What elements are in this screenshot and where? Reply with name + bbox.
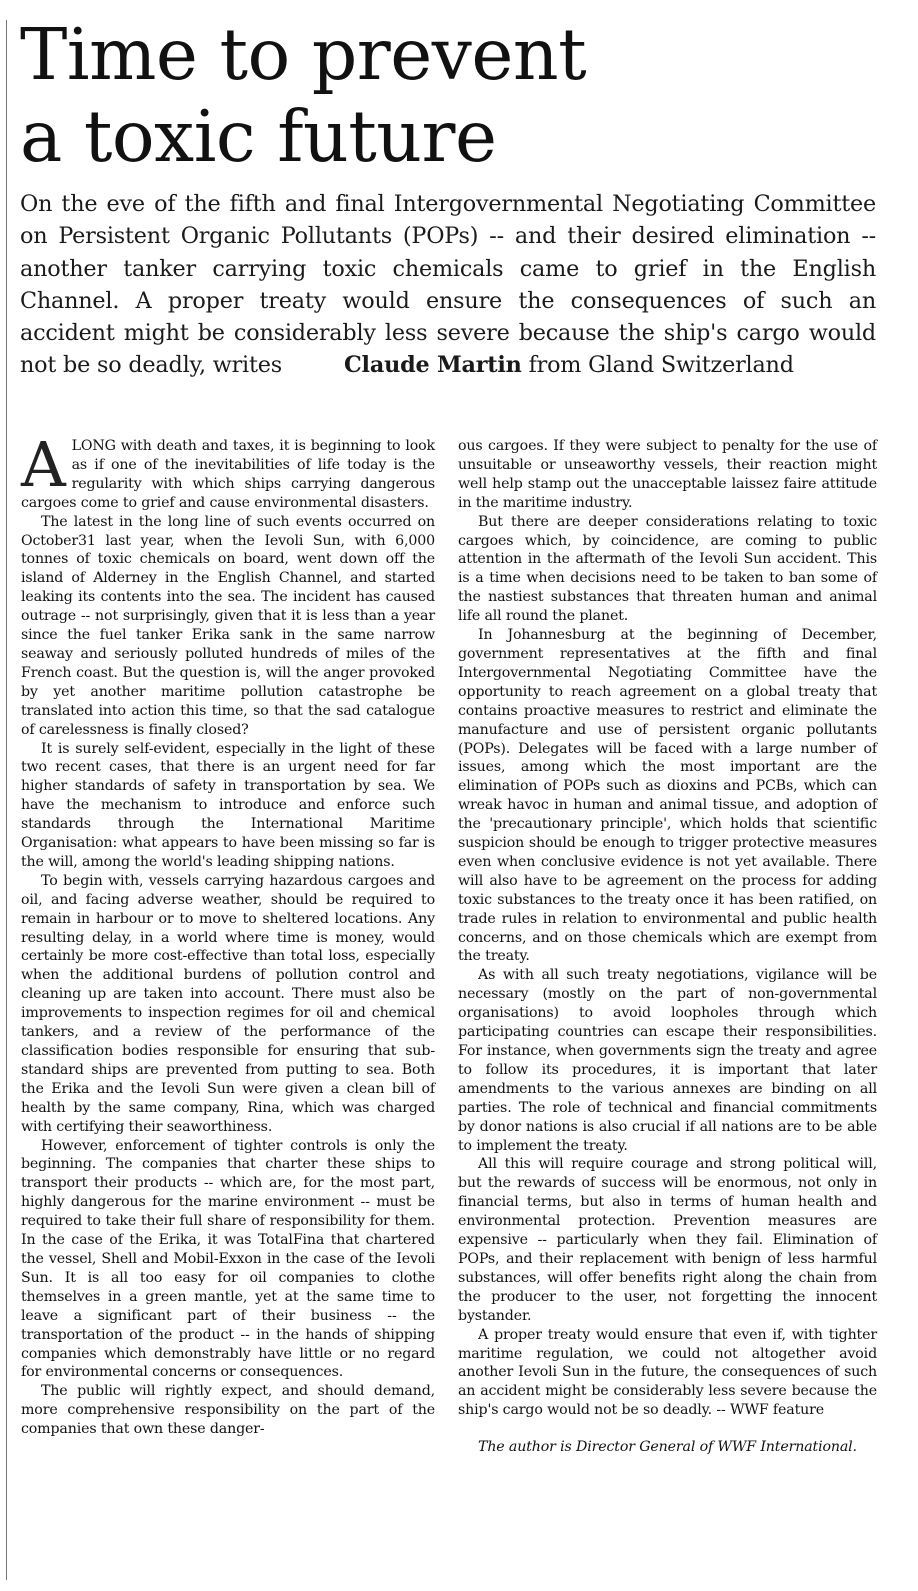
drop-cap: A — [21, 428, 66, 501]
article-paragraph: To begin with, vessels carrying hazardous cargoes and oil, and facing adverse weather, should be required to remain in harbour or to move to sheltered locations. Any resulting delay, in a world where time is money, would certainly be more cost-effective than total loss, especially when the additional burdens of pollution control and cleaning up are taken into account. There must also be improvements to inspection regimes for oil and chemical tankers, and a review of the performance of the classification bodies responsible for ensuring that sub-standard ships are prevented from putting to sea. Both the Erika and the Ievoli Sun were given a clean bill of health by the same company, Rina, which was charged with certifying their seaworthiness. — [21, 872, 435, 1135]
article-paragraph: The latest in the long line of such events occurred on October31 last year, when the Ievoli Sun, with 6,000 tonnes of toxic chemicals on board, went down off the island of Alderney in the English Channel, and started leaking its contents into the sea. The incident has caused outrage -- not surprisingly, given that it is less than a year since the fuel tanker Erika sank in the same narrow seaway and seriously polluted hundreds of miles of the French coast. But the question is, will the anger provoked by yet another maritime pollution catastrophe be translated into action this time, so that the sad catalogue of carelessness is finally closed? — [21, 513, 435, 738]
headline-line-2: a toxic future — [20, 95, 497, 178]
article-paragraph: But there are deeper considerations relating to toxic cargoes which, by coincidence, are coming to public attention in the aftermath of the Ievoli Sun accident. This is a time when decisions need to be taken to ban some of the nastiest substances that threaten human and animal life all round the planet. — [458, 513, 877, 625]
headline — [20, 14, 900, 178]
author-note: The author is Director General of WWF International. — [478, 1439, 857, 1456]
column-rule — [6, 20, 7, 1580]
article-paragraph: The public will rightly expect, and should demand, more comprehensive responsibility on the part of the companies that own these danger- — [21, 1383, 435, 1438]
standfirst — [20, 188, 876, 382]
article-paragraph: It is surely self-evident, especially in the light of these two recent cases, that there is an urgent need for far higher standards of safety in transportation by sea. We have the mechanism to introduce and enforce such standards through the International Maritime Organisation: what appears to have been missing so far is the will, among the world's leading shipping nations. — [21, 740, 435, 870]
article-column-left — [21, 428, 435, 1439]
article-paragraph: All this will require courage and strong political will, but the rewards of success will be enormous, not only in financial terms, but also in terms of human health and environmental protection. Prevention measures are expensive -- particularly when they fail. Elimination of POPs, and their replacement with benign of less harmful substances, will offer benefits right along the chain from the producer to the user, not forgetting the innocent bystander. — [458, 1156, 877, 1324]
article-paragraph: A proper treaty would ensure that even if, with tighter maritime regulation, we could not altogether avoid another Ievoli Sun in the future, the consequences of such an accident might be considerably less severe because the ship's cargo would not be so deadly. -- WWF feature — [458, 1326, 877, 1419]
article-paragraph: However, enforcement of tighter controls is only the beginning. The companies that charter these ships to transport their products -- which are, for the most part, highly dangerous for the marine environment -- must be required to take their full share of responsibility for them. In the case of the Erika, it was TotalFina that chartered the vessel, Shell and Mobil-Exxon in the case of the Ievoli Sun. It is all too easy for oil companies to clothe themselves in a green mantle, yet at the same time to leave a significant part of their business -- the transportation of the product -- in the hands of shipping companies which demonstrably have little or no regard for environmental concerns or consequences. — [21, 1137, 435, 1381]
headline-line-1: Time to prevent — [20, 13, 587, 96]
article-paragraph: In Johannesburg at the beginning of December, government representatives at the fifth and final Intergovernmental Negotiating Committee have the opportunity to reach agreement on a global treaty that contains proactive measures to restrict and eliminate the manufacture and use of persistent organic pollutants (POPs). Delegates will be faced with a large number of issues, among which the most important are the elimination of POPs such as dioxins and PCBs, which can wreak havoc in human and animal tissue, and adoption of the 'precautionary principle', which holds that scientific suspicion should be enough to trigger protective measures even when conclusive evidence is not yet available. There will also have to be agreement on the process for adding toxic substances to the treaty once it has been ratified, on trade rules in relation to environmental and public health concerns, and on those chemicals which are exempt from the treaty. — [458, 627, 877, 965]
article-paragraph: As with all such treaty negotiations, vigilance will be necessary (mostly on the part of non-governmental organisations) to avoid loopholes through which participating countries can escape their responsibilities. For instance, when governments sign the treaty and agree to follow its procedures, it is important that later amendments to the various annexes are binding on all parties. The role of technical and financial commitments by donor nations is also crucial if all nations are to be able to implement the treaty. — [458, 967, 877, 1154]
author-location: from Gland Switzerland — [528, 352, 794, 379]
article-paragraph: ALONG with death and taxes, it is beginning to look as if one of the inevitabilities of life today is the regularity with which ships carrying dangerous cargoes come to grief and cause environmental disasters. — [21, 428, 435, 511]
article-column-right — [458, 437, 877, 1457]
author-name: Claude Martin — [344, 352, 522, 379]
standfirst-text: On the eve of the fifth and final Intergovernmental Negotiating Committee on Persistent Organic Pollutants (POPs) -- and their desired elimination -- another tanker carrying toxic chemicals came to grief in the English Channel. A proper treaty would ensure the consequences of such an accident might be considerably less severe because the ship's cargo would not be so deadly, writes — [20, 191, 876, 379]
article-paragraph: ous cargoes. If they were subject to penalty for the use of unsuitable or unseaworthy vessels, their reaction might well help stamp out the unacceptable laissez faire attitude in the maritime industry. — [458, 438, 877, 511]
